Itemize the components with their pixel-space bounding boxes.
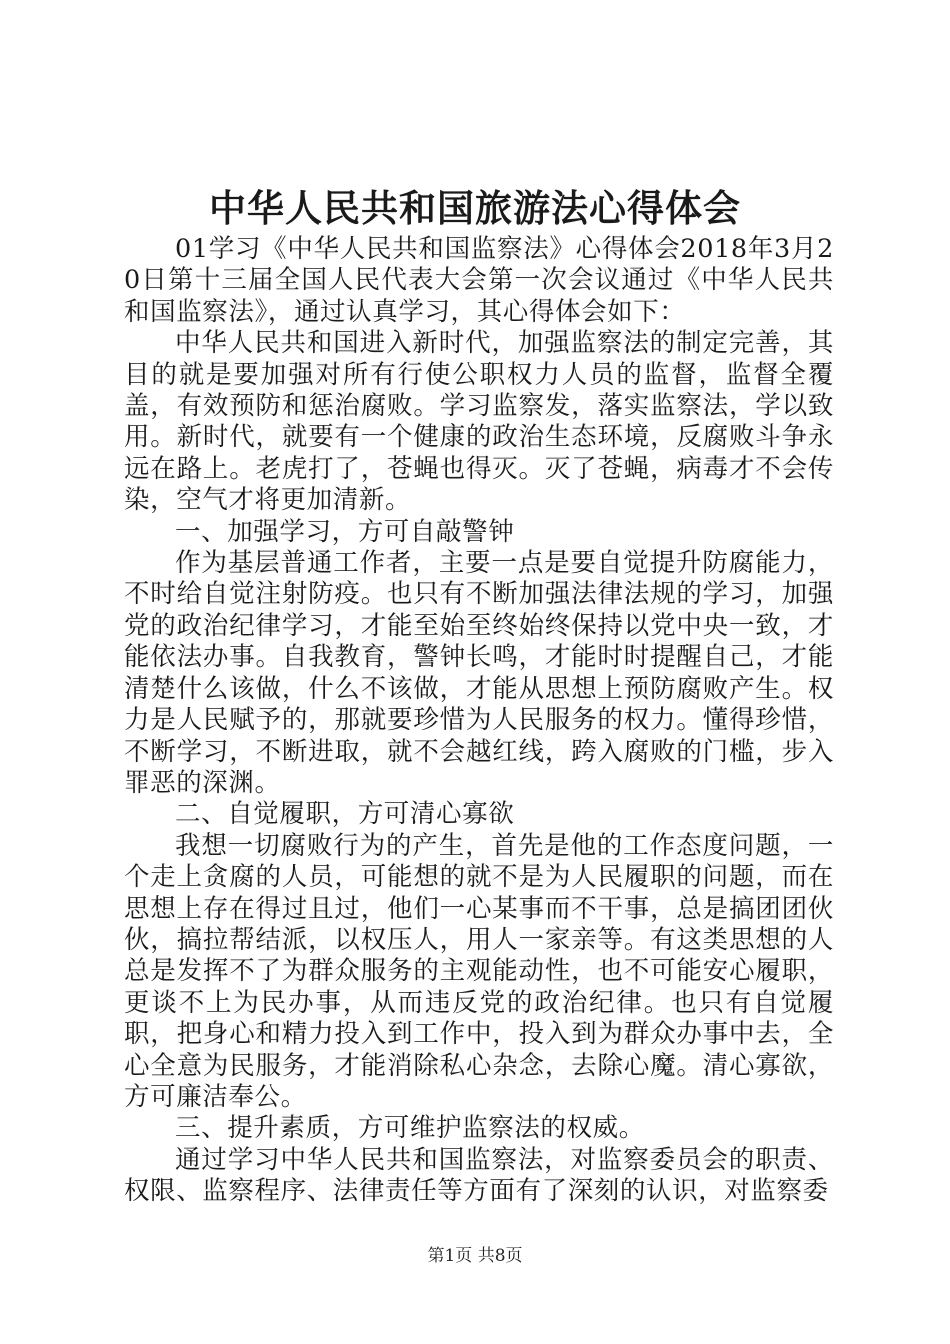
- section-heading-2: 二、自觉履职，方可清心寡欲: [175, 799, 515, 830]
- paragraph-section-2: 我想一切腐败行为的产生，首先是他的工作态度问题，一个走上贪腐的人员，可能想的就不是为人民履职的问题，而在思想上存在得过且过，他们一心某事而不干事，总是搞团团伙伙，搞拉帮结派，以权压人，用人一家亲等。有这类思想的人总是发挥不了为群众服务的主观能动性，也不可能安心履职，更谈不上为民办事，从而违反党的政治纪律。也只有自觉履职，把身心和精力投入到工作中，投入到为群众办事中去，全心全意为民服务，才能消除私心杂念，去除心魔。清心寡欲，方可廉洁奉公。: [124, 830, 834, 1112]
- section-heading-1: 一、加强学习，方可自敲警钟: [175, 516, 515, 547]
- document-title: 中华人民共和国旅游法心得体会: [209, 186, 741, 230]
- paragraph-intro: 01学习《中华人民共和国监察法》心得体会2018年3月20日第十三届全国人民代表大会第一次会议通过《中华人民共和国监察法》，通过认真学习，其心得体会如下：: [124, 234, 834, 327]
- paragraph-section-1: 作为基层普通工作者，主要一点是要自觉提升防腐能力，不时给自觉注射防疫。也只有不断加强法律法规的学习，加强党的政治纪律学习，才能至始至终始终保持以党中央一致，才能依法办事。自我教育，警钟长鸣，才能时时提醒自己，才能清楚什么该做，什么不该做，才能从思想上预防腐败产生。权力是人民赋予的，那就要珍惜为人民服务的权力。懂得珍惜，不断学习，不断进取，就不会越红线，跨入腐败的门槛，步入罪恶的深渊。: [124, 548, 834, 798]
- document-body: [124, 234, 834, 1208]
- paragraph-section-3: 通过学习中华人民共和国监察法，对监察委员会的职责、权限、监察程序、法律责任等方面有了深刻的认识，对监察委: [124, 1144, 834, 1207]
- paragraph-new-era: 中华人民共和国进入新时代，加强监察法的制定完善，其目的就是要加强对所有行使公职权力人员的监督，监督全覆盖，有效预防和惩治腐败。学习监察发，落实监察法，学以致用。新时代，就要有一个健康的政治生态环境，反腐败斗争永远在路上。老虎打了，苍蝇也得灭。灭了苍蝇，病毒才不会传染，空气才将更加清新。: [124, 328, 834, 516]
- section-heading-3: 三、提升素质，方可维护监察法的权威。: [175, 1113, 645, 1144]
- page-number-footer: 第1页 共8页: [427, 1246, 523, 1266]
